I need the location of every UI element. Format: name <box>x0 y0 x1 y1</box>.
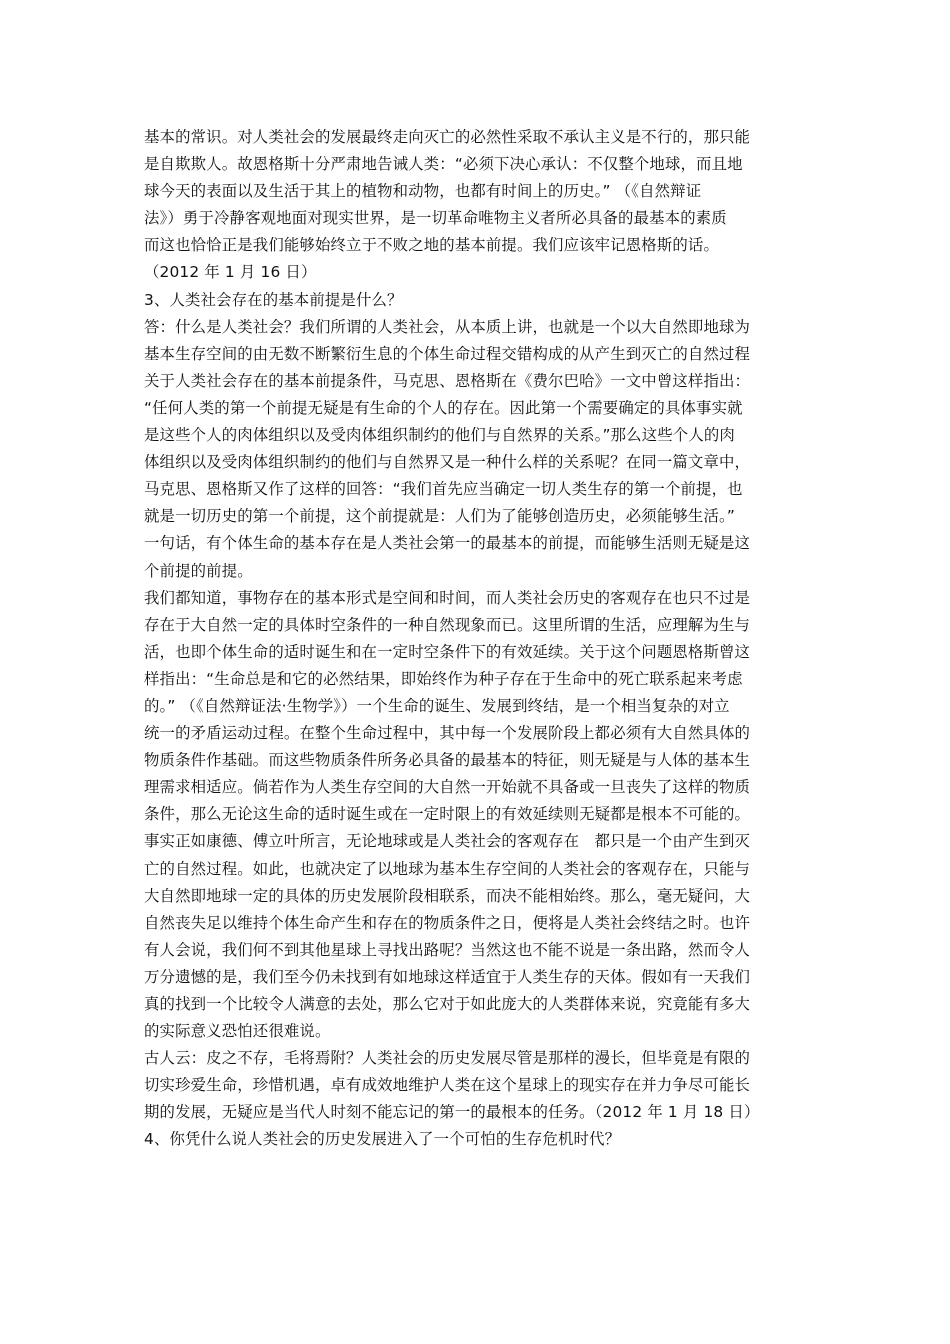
text-line: 体组织以及受肉体组织制约的他们与自然界又是一种什么样的关系呢？在同一篇文章中， <box>144 453 751 472</box>
text-line: 马克思、恩格斯又作了这样的回答：“我们首先应当确定一切人类生存的第一个前提，也 <box>144 480 743 499</box>
text-line: 事实正如康德、傅立叶所言，无论地球或是人类社会的客观存在 都只是一个由产生到灭 <box>144 832 751 851</box>
text-line: 期的发展，无疑应是当代人时刻不能忘记的第一的最根本的任务。（2012 年 1 月 18 日） <box>144 1103 760 1122</box>
text-line: 球今天的表面以及生活于其上的植物和动物，也都有时间上的历史。” （《自然辩证 <box>144 182 702 201</box>
text-line: 条件，那么无论这生命的适时诞生或在一定时限上的有效延续则无疑都是根本不可能的。 <box>144 805 751 824</box>
text-line: 切实珍爱生命，珍惜机遇，卓有成效地维护人类在这个星球上的现实存在并力争尽可能长 <box>144 1076 751 1095</box>
text-line: 就是一切历史的第一个前提，这个前提就是：人们为了能够创造历史，必须能够生活。” <box>144 507 735 526</box>
text-line: 活，也即个体生命的适时诞生和在一定时空条件下的有效延续。关于这个问题恩格斯曾这 <box>144 642 751 661</box>
text-line: 答：什么是人类社会？我们所谓的人类社会，从本质上讲，也就是一个以大自然即地球为 <box>144 317 751 336</box>
text-line: 存在于大自然一定的具体时空条件的一种自然现象而已。这里所谓的生活，应理解为生与 <box>144 615 751 634</box>
text-line: 的。” （《自然辩证法·生物学》）一个生命的诞生、发展到终结，是一个相当复杂的对立 <box>144 696 730 715</box>
text-line: 古人云：皮之不存，毛将焉附？人类社会的历史发展尽管是那样的漫长，但毕竟是有限的 <box>144 1049 751 1068</box>
text-line: 个前提的前提。 <box>144 561 253 580</box>
text-line: 万分遗憾的是，我们至今仍未找到有如地球这样适宜于人类生存的天体。假如有一天我们 <box>144 967 751 986</box>
text-line: 有人会说，我们何不到其他星球上寻找出路呢？当然这也不能不说是一条出路，然而令人 <box>144 940 751 959</box>
text-line: 亡的自然过程。如此，也就决定了以地球为基本生存空间的人类社会的客观存在，只能与 <box>144 859 751 878</box>
text-line: 样指出：“生命总是和它的必然结果，即始终作为种子存在于生命中的死亡联系起来考虑 <box>144 669 743 688</box>
text-line: 真的找到一个比较令人满意的去处，那么它对于如此庞大的人类群体来说，究竟能有多大 <box>144 995 751 1013</box>
text-line: 而这也恰恰正是我们能够始终立于不败之地的基本前提。我们应该牢记恩格斯的话。 <box>144 236 720 255</box>
text-line: 是自欺欺人。故恩格斯十分严肃地告诫人类：“必须下决心承认：不仅整个地球，而且地 <box>144 155 743 174</box>
text-line: 大自然即地球一定的具体的历史发展阶段相联系，而决不能相始终。那么，毫无疑问，大 <box>144 886 751 905</box>
text-line: 基本生存空间的由无数不断繁衍生息的个体生命过程交错构成的从产生到灭亡的自然过程 <box>144 344 751 363</box>
text-line: 一句话，有个体生命的基本存在是人类社会第一的最基本的前提，而能够生活则无疑是这 <box>144 534 751 553</box>
text-line: 理需求相适应。倘若作为人类生存空间的大自然一开始就不具备或一旦丧失了这样的物质 <box>144 778 751 797</box>
text-line: 是这些个人的肉体组织以及受肉体组织制约的他们与自然界的关系。”那么这些个人的肉 <box>144 426 735 445</box>
text-line: 关于人类社会存在的基本前提条件，马克思、恩格斯在《费尔巴哈》一文中曾这样指出： <box>144 371 751 390</box>
text-line: “任何人类的第一个前提无疑是有生命的个人的存在。因此第一个需要确定的具体事实就 <box>144 398 743 417</box>
question-heading: 3、人类社会存在的基本前提是什么？ <box>144 290 403 309</box>
text-line: 统一的矛盾运动过程。在整个生命过程中，其中每一个发展阶段上都必须有大自然具体的 <box>144 724 751 743</box>
question-heading: 4、你凭什么说人类社会的历史发展进入了一个可怕的生存危机时代？ <box>144 1130 621 1149</box>
text-line: 的实际意义恐怕还很难说。 <box>144 1022 331 1041</box>
date-line: （2012 年 1 月 16 日） <box>144 263 317 282</box>
text-line: 基本的常识。对人类社会的发展最终走向灭亡的必然性采取不承认主义是不行的，那只能 <box>144 128 751 146</box>
text-line: 法》）勇于冷静客观地面对现实世界，是一切革命唯物主义者所必具备的最基本的素质 <box>144 209 727 228</box>
text-line: 物质条件作基础。而这些物质条件所务必具备的最基本的特征，则无疑是与人体的基本生 <box>144 751 751 770</box>
document-body <box>144 124 824 1154</box>
text-line: 自然丧失足以维持个体生命产生和存在的物质条件之日，便将是人类社会终结之时。也许 <box>144 913 751 932</box>
text-line: 我们都知道，事物存在的基本形式是空间和时间，而人类社会历史的客观存在也只不过是 <box>144 588 751 607</box>
